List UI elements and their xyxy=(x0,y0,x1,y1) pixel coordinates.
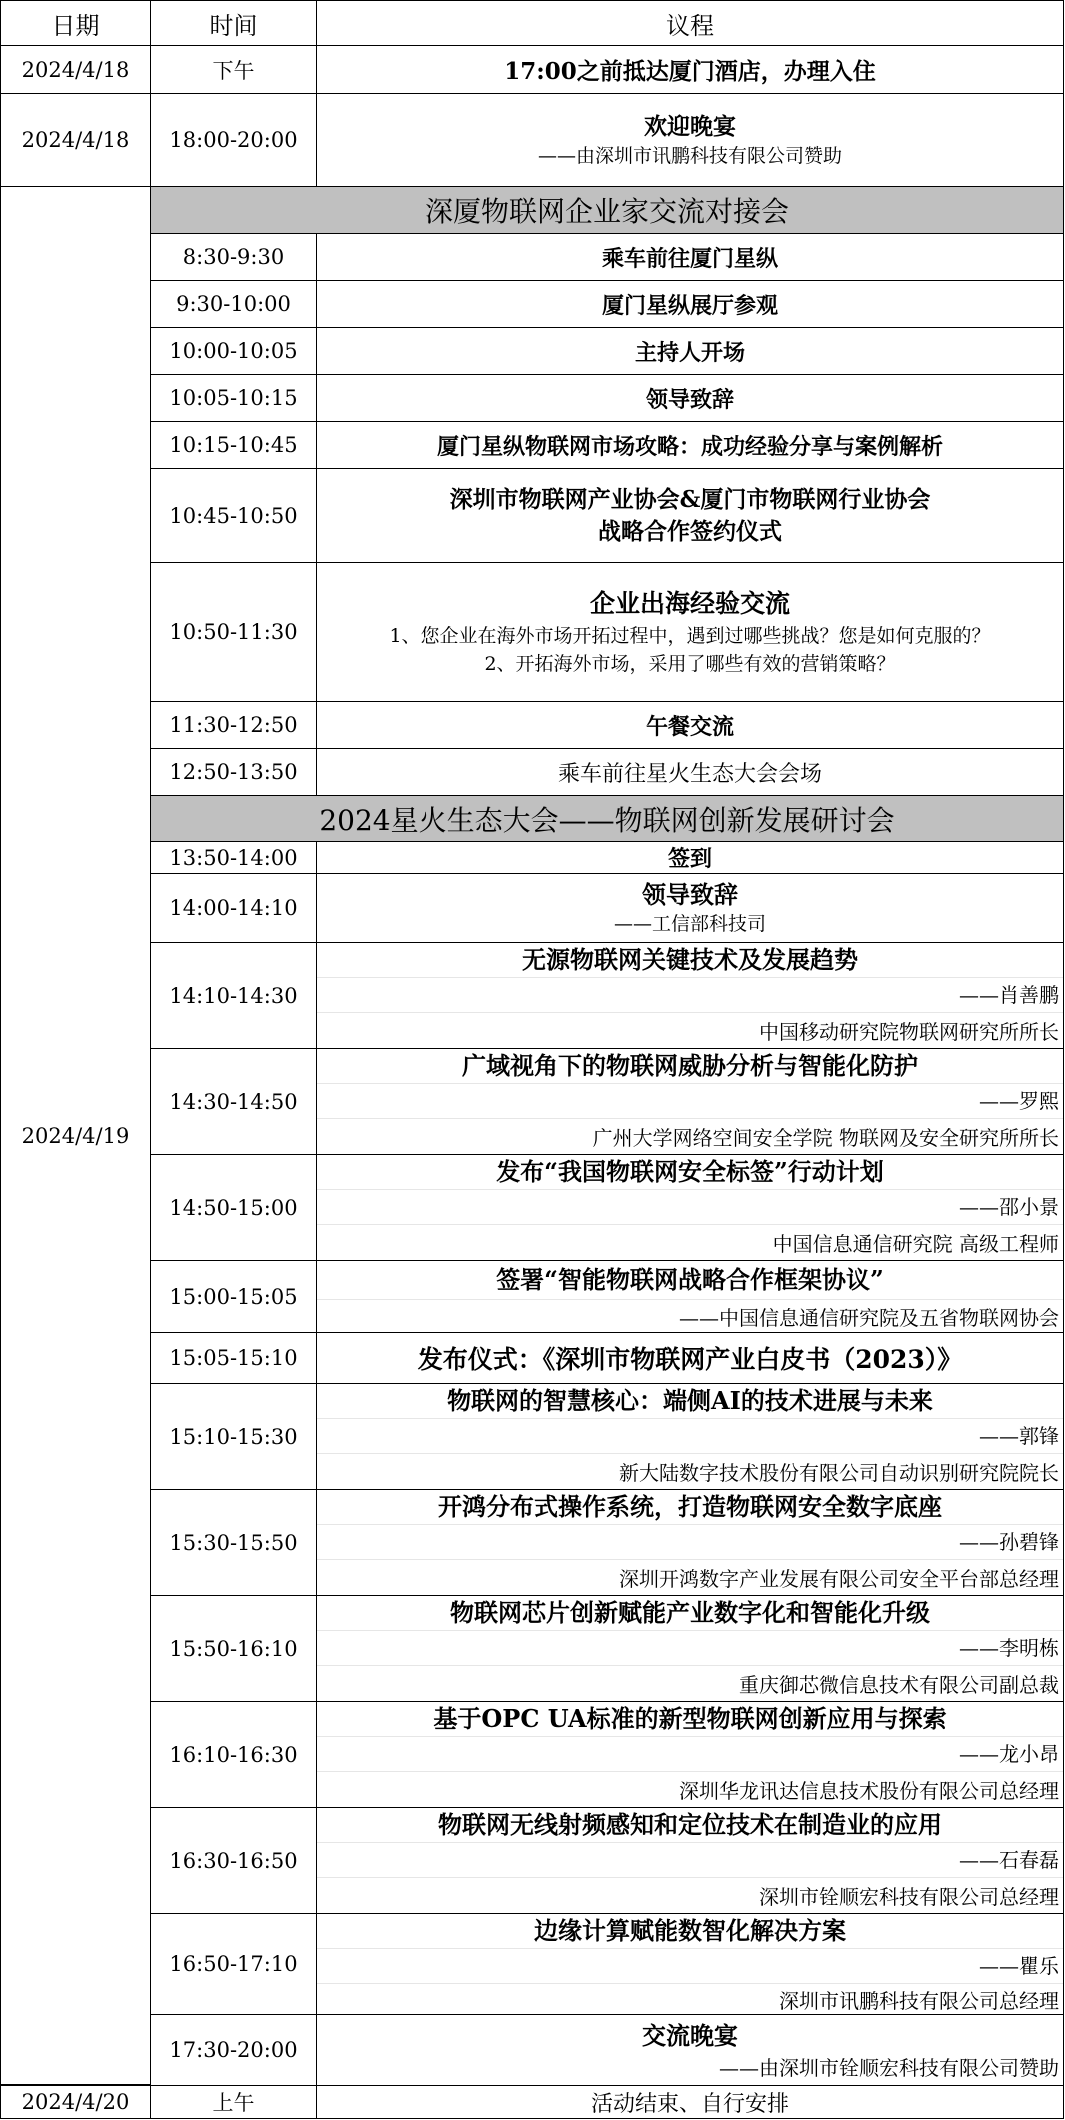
talk-speaker: ——肖善鹏 xyxy=(317,977,1063,1012)
header-agenda: 议程 xyxy=(316,0,1064,46)
talk-item xyxy=(316,1489,1064,1596)
talk-title: 基于OPC UA标准的新型物联网创新应用与探索 xyxy=(433,1704,947,1733)
talk-organization: 新大陆数字技术股份有限公司自动识别研究院院长 xyxy=(317,1453,1063,1489)
agenda-item: 乘车前往厦门星纵 xyxy=(316,233,1064,281)
welcome-dinner xyxy=(316,93,1064,187)
date-cell: 2024/4/19 xyxy=(0,186,151,2085)
talk-speaker: ——邵小景 xyxy=(317,1189,1063,1224)
time-cell: 13:50-14:00 xyxy=(150,841,317,874)
time-cell: 下午 xyxy=(150,45,317,94)
talk-title: 签署“智能物联网战略合作框架协议” xyxy=(496,1265,884,1294)
agenda-item: 厦门星纵物联网市场攻略：成功经验分享与案例解析 xyxy=(316,421,1064,469)
agenda-title-line2: 战略合作签约仪式 xyxy=(598,517,782,545)
agenda-item: 领导致辞 xyxy=(316,374,1064,422)
talk-speaker: ——李明栋 xyxy=(317,1630,1063,1665)
date-cell: 2024/4/18 xyxy=(0,93,151,187)
talk-title: 广域视角下的物联网威胁分析与智能化防护 xyxy=(462,1051,918,1080)
time-cell: 10:05-10:15 xyxy=(150,374,317,422)
time-cell: 14:50-15:00 xyxy=(150,1154,317,1261)
talk-title: 边缘计算赋能数智化解决方案 xyxy=(534,1916,846,1945)
overseas-exchange xyxy=(316,562,1064,702)
time-cell: 11:30-12:50 xyxy=(150,701,317,749)
time-cell: 17:30-20:00 xyxy=(150,2014,317,2086)
talk-item xyxy=(316,1807,1064,1914)
discussion-question: 1、您企业在海外市场开拓过程中，遇到过哪些挑战？您是如何克服的？ xyxy=(389,625,991,647)
talk-title: 物联网芯片创新赋能产业数字化和智能化升级 xyxy=(450,1598,930,1627)
time-cell: 15:10-15:30 xyxy=(150,1383,317,1490)
talk-organization: 中国信息通信研究院 高级工程师 xyxy=(317,1224,1063,1260)
time-cell: 18:00-20:00 xyxy=(150,93,317,187)
time-cell: 15:00-15:05 xyxy=(150,1260,317,1333)
time-cell: 14:10-14:30 xyxy=(150,942,317,1049)
header-time: 时间 xyxy=(150,0,317,46)
time-cell: 12:50-13:50 xyxy=(150,748,317,796)
agenda-sponsor: ——工信部科技司 xyxy=(613,913,766,935)
agenda-item: 厦门星纵展厅参观 xyxy=(316,280,1064,328)
agenda-item: 签到 xyxy=(316,841,1064,874)
talk-item xyxy=(316,1701,1064,1808)
exchange-dinner xyxy=(316,2014,1064,2086)
talk-title: 开鸿分布式操作系统，打造物联网安全数字底座 xyxy=(438,1492,942,1521)
agenda-item: 主持人开场 xyxy=(316,327,1064,375)
talk-item xyxy=(316,1383,1064,1490)
time-cell: 15:50-16:10 xyxy=(150,1595,317,1702)
talk-organization: 深圳市铨顺宏科技有限公司总经理 xyxy=(317,1877,1063,1913)
section-header: 2024星火生态大会——物联网创新发展研讨会 xyxy=(150,795,1064,842)
time-cell: 10:45-10:50 xyxy=(150,468,317,563)
signing-ceremony xyxy=(316,468,1064,563)
date-cell: 2024/4/18 xyxy=(0,45,151,94)
time-cell: 10:15-10:45 xyxy=(150,421,317,469)
agenda-sponsor: ——由深圳市铨顺宏科技有限公司赞助 xyxy=(719,2055,1059,2080)
agenda-sponsor: ——由深圳市讯鹏科技有限公司赞助 xyxy=(537,145,842,167)
time-cell: 15:05-15:10 xyxy=(150,1332,317,1384)
talk-organization: 广州大学网络空间安全学院 物联网及安全研究所所长 xyxy=(317,1118,1063,1154)
talk-speaker: ——孙碧锋 xyxy=(317,1524,1063,1559)
talk-title: 发布“我国物联网安全标签”行动计划 xyxy=(496,1157,884,1186)
agreement-signing xyxy=(316,1260,1064,1333)
time-cell: 14:30-14:50 xyxy=(150,1048,317,1155)
talk-title: 物联网的智慧核心：端侧AI的技术进展与未来 xyxy=(447,1386,933,1415)
time-cell: 10:00-10:05 xyxy=(150,327,317,375)
talk-item xyxy=(316,1048,1064,1155)
talk-organization: 深圳市讯鹏科技有限公司总经理 xyxy=(317,1983,1063,2014)
talk-item xyxy=(316,1595,1064,1702)
talk-organization: 重庆御芯微信息技术有限公司副总裁 xyxy=(317,1665,1063,1701)
time-cell: 8:30-9:30 xyxy=(150,233,317,281)
agenda-title: 领导致辞 xyxy=(642,880,738,909)
time-cell: 10:50-11:30 xyxy=(150,562,317,702)
talk-title: 无源物联网关键技术及发展趋势 xyxy=(522,945,858,974)
talk-speaker: ——罗熙 xyxy=(317,1083,1063,1118)
discussion-question: 2、开拓海外市场，采用了哪些有效的营销策略？ xyxy=(484,653,896,675)
leader-speech xyxy=(316,873,1064,943)
agenda-item: 活动结束、自行安排 xyxy=(316,2085,1064,2119)
talk-speaker: ——龙小昂 xyxy=(317,1736,1063,1771)
talk-item xyxy=(316,1154,1064,1261)
time-cell: 9:30-10:00 xyxy=(150,280,317,328)
time-cell: 15:30-15:50 xyxy=(150,1489,317,1596)
talk-organization: 中国移动研究院物联网研究所所长 xyxy=(317,1012,1063,1048)
talk-item xyxy=(316,1913,1064,2015)
agenda-item: 发布仪式：《深圳市物联网产业白皮书（2023）》 xyxy=(316,1332,1064,1384)
talk-speaker: ——瞿乐 xyxy=(317,1948,1063,1983)
agenda-item: 乘车前往星火生态大会会场 xyxy=(316,748,1064,796)
agenda-item: 17:00之前抵达厦门酒店，办理入住 xyxy=(316,45,1064,94)
date-cell: 2024/4/20 xyxy=(0,2085,151,2119)
time-cell: 16:10-16:30 xyxy=(150,1701,317,1808)
talk-speaker: ——中国信息通信研究院及五省物联网协会 xyxy=(317,1299,1063,1332)
talk-organization: 深圳开鸿数字产业发展有限公司安全平台部总经理 xyxy=(317,1559,1063,1595)
talk-speaker: ——石春磊 xyxy=(317,1842,1063,1877)
time-cell: 14:00-14:10 xyxy=(150,873,317,943)
talk-item xyxy=(316,942,1064,1049)
agenda-title: 深圳市物联网产业协会&厦门市物联网行业协会 xyxy=(449,485,931,513)
agenda-title: 欢迎晚宴 xyxy=(644,113,736,140)
time-cell: 16:50-17:10 xyxy=(150,1913,317,2015)
time-cell: 16:30-16:50 xyxy=(150,1807,317,1914)
talk-organization: 深圳华龙讯达信息技术股份有限公司总经理 xyxy=(317,1771,1063,1807)
agenda-title: 企业出海经验交流 xyxy=(589,589,790,618)
agenda-item: 午餐交流 xyxy=(316,701,1064,749)
time-cell: 上午 xyxy=(150,2085,317,2119)
header-date: 日期 xyxy=(0,0,151,46)
section-header: 深厦物联网企业家交流对接会 xyxy=(150,186,1064,234)
talk-speaker: ——郭锋 xyxy=(317,1418,1063,1453)
talk-title: 物联网无线射频感知和定位技术在制造业的应用 xyxy=(438,1810,942,1839)
agenda-title: 交流晚宴 xyxy=(642,2020,738,2050)
